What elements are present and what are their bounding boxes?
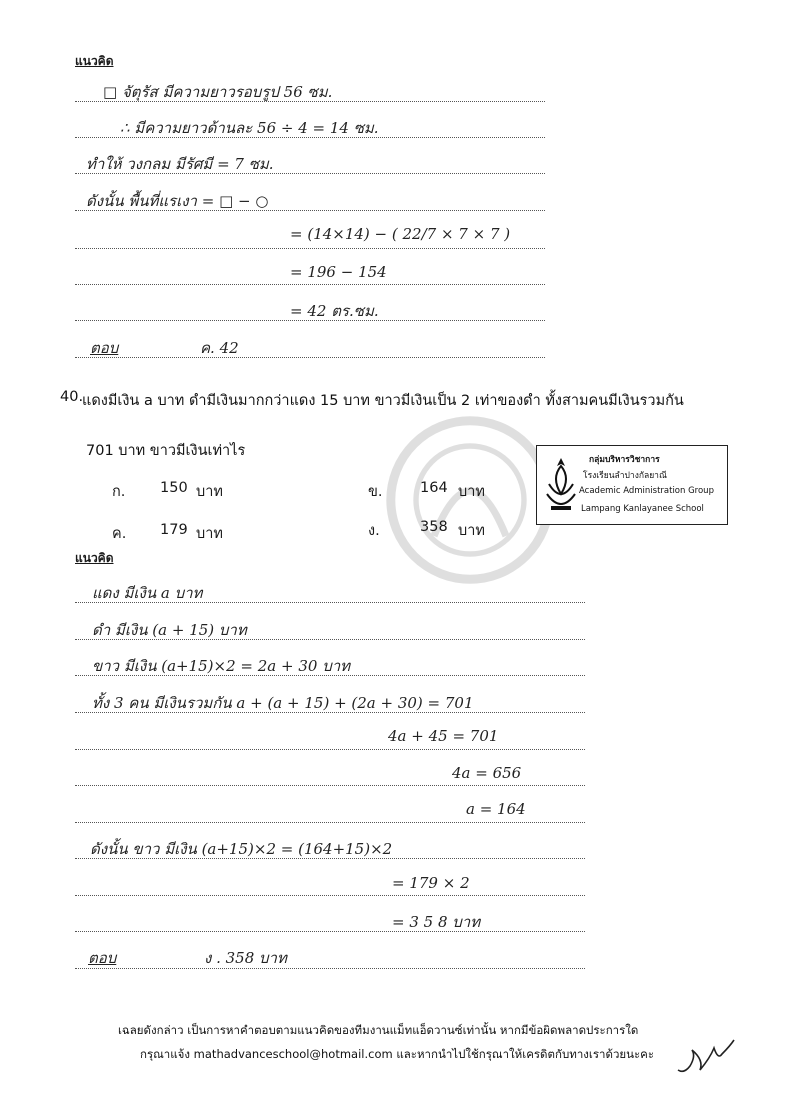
answer-value: ค. 42 [200,339,239,357]
solution-line-3: ขาว มีเงิน (a+15)×2 = 2a + 30 บาท [92,657,351,675]
school-emblem-icon [541,454,581,518]
footer-line-1: เฉลยดังกล่าว เป็นการหาคำตอบตามแนวคิดของทีมงานแม็ทแอ็ดวานซ์เท่านั้น หากมีข้อผิดพลาดประการใด [118,1023,639,1037]
choice-letter: ค. [112,526,127,542]
solution-line-4: ดังนั้น พื้นที่แรเงา = □ − ○ [86,192,269,210]
choice-unit: บาท [458,484,485,500]
solution-line-3: ทำให้ วงกลม มีรัศมี = 7 ซม. [86,155,274,173]
solution-line-6: 4a = 656 [452,764,522,782]
solution-line-9: = 179 × 2 [392,874,470,892]
choice-unit: บาท [458,523,485,539]
stamp-line-3: Academic Administration Group [579,486,714,496]
choice-value: 150 [160,480,188,496]
solution-line-1: แดง มีเงิน a บาท [92,584,203,602]
solution-line-1: □ จัตุรัส มีความยาวรอบรูป 56 ซม. [103,83,333,101]
choice-letter: ง. [368,523,380,539]
solution-line-7: = 42 ตร.ซม. [290,302,379,320]
dotted-line [75,968,585,969]
dotted-line [75,895,585,896]
solution-line-8: ดังนั้น ขาว มีเงิน (a+15)×2 = (164+15)×2 [90,840,393,858]
solution-line-5: = (14×14) − ( 22/7 × 7 × 7 ) [290,225,511,243]
choice-letter: ข. [368,484,383,500]
stamp-line-2: โรงเรียนลำปางกัลยาณี [583,471,667,481]
section2-heading: แนวคิด [75,551,114,565]
signature-icon [670,1030,740,1080]
solution-line-7: a = 164 [466,800,526,818]
dotted-line [75,357,545,358]
solution-line-10: = 3 5 8 บาท [392,913,481,931]
solution-line-2: ∴ มีความยาวด้านละ 56 ÷ 4 = 14 ซม. [120,119,379,137]
dotted-line [75,284,545,285]
school-stamp [536,445,728,525]
question-number: 40. [60,389,84,405]
solution-line-4: ทั้ง 3 คน มีเงินรวมกัน a + (a + 15) + (2a + 30) = 701 [92,694,474,712]
dotted-line [75,931,585,932]
dotted-line [75,785,585,786]
answer-label: ตอบ [88,949,117,967]
solution-line-6: = 196 − 154 [290,263,387,281]
dotted-line [75,749,585,750]
solution-line-2: ดำ มีเงิน (a + 15) บาท [92,621,247,639]
answer-label: ตอบ [90,339,119,357]
stamp-line-1: กลุ่มบริหารวิชาการ [589,455,660,465]
dotted-line [75,248,545,249]
footer-line-2: กรุณาแจ้ง mathadvanceschool@hotmail.com และหากนำไปใช้กรุณาให้เครดิตกับทางเราด้วยนะคะ [140,1047,655,1061]
choice-value: 179 [160,522,188,538]
section1-heading: แนวคิด [75,54,114,68]
answer-value: ง . 358 บาท [204,949,287,967]
choice-value: 358 [420,519,448,535]
question-text-line2: 701 บาท ขาวมีเงินเท่าไร [86,443,246,459]
solution-line-5: 4a + 45 = 701 [388,727,499,745]
choice-letter: ก. [112,484,126,500]
question-text-line1: แดงมีเงิน a บาท ดำมีเงินมากกว่าแดง 15 บาท ขาวมีเงินเป็น 2 เท่าของดำ ทั้งสามคนมีเงินรวมกัน [82,393,684,409]
stamp-line-4: Lampang Kanlayanee School [581,504,704,514]
choice-unit: บาท [196,484,223,500]
dotted-line [75,822,585,823]
choice-unit: บาท [196,526,223,542]
choice-value: 164 [420,480,448,496]
